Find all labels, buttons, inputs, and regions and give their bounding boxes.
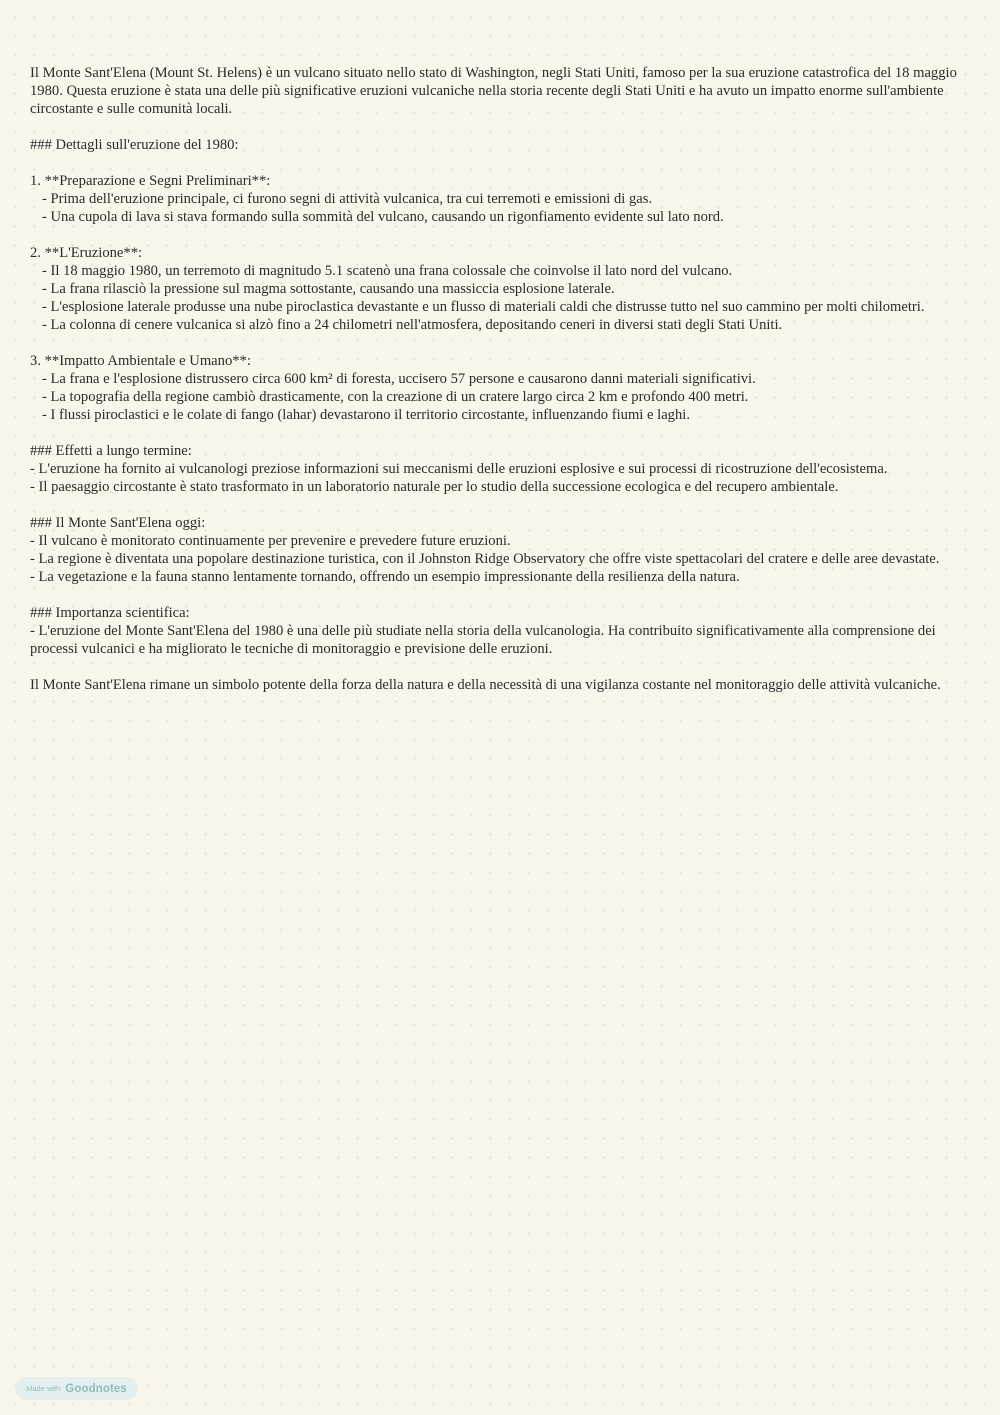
section-heading-dettagli: ### Dettagli sull'eruzione del 1980: <box>30 137 239 153</box>
made-with-label: Made with <box>26 1384 61 1393</box>
spacer <box>30 334 965 352</box>
section-heading-importanza: ### Importanza scientifica: <box>30 605 190 621</box>
bullet-item: - I flussi piroclastici e le colate di fango (lahar) devastarono il territorio circostante, influenzando fiumi e laghi. <box>42 407 690 423</box>
bullet-item: - Prima dell'eruzione principale, ci furono segni di attività vulcanica, tra cui terremoti e emissioni di gas. <box>42 191 653 207</box>
bullet-item: - Una cupola di lava si stava formando sulla sommità del vulcano, causando un rigonfiamento evidente sul lato nord. <box>42 209 724 225</box>
bullet-item: - La regione è diventata una popolare destinazione turistica, con il Johnston Ridge Observatory che offre viste spettacolari del cratere e delle aree devastate. <box>30 551 940 567</box>
goodnotes-logo: Goodnotes <box>65 1382 127 1395</box>
spacer <box>30 496 965 514</box>
section-heading-effetti: ### Effetti a lungo termine: <box>30 443 192 459</box>
intro-paragraph: Il Monte Sant'Elena (Mount St. Helens) è un vulcano situato nello stato di Washington, negli Stati Uniti, famoso per la sua eruzione catastrofica del 18 maggio 1980. Questa eruzione è stata una delle più significative eruzioni vulcaniche nella storia recente degli Stati Uniti e ha avuto un impatto enorme sull'ambiente circostante e sulle comunità locali. <box>30 65 957 117</box>
document-body <box>30 64 965 694</box>
bullet-item: - La frana rilasciò la pressione sul magma sottostante, causando una massiccia esplosione laterale. <box>42 281 615 297</box>
bullet-item: - Il 18 maggio 1980, un terremoto di magnitudo 5.1 scatenò una frana colossale che coinvolse il lato nord del vulcano. <box>42 263 733 279</box>
conclusion-paragraph: Il Monte Sant'Elena rimane un simbolo potente della forza della natura e della necessità di una vigilanza costante nel monitoraggio delle attività vulcaniche. <box>30 677 941 693</box>
bullet-item: - Il vulcano è monitorato continuamente per prevenire e prevedere future eruzioni. <box>30 533 511 549</box>
spacer <box>30 658 965 676</box>
bullet-item: - La vegetazione e la fauna stanno lentamente tornando, offrendo un esempio impressionante della resilienza della natura. <box>30 569 740 585</box>
bullet-item: - Il paesaggio circostante è stato trasformato in un laboratorio naturale per lo studio della successione ecologica e del recupero ambientale. <box>30 479 839 495</box>
section-heading-oggi: ### Il Monte Sant'Elena oggi: <box>30 515 206 531</box>
bullet-item: - La colonna di cenere vulcanica si alzò fino a 24 chilometri nell'atmosfera, depositando ceneri in diversi stati degli Stati Uniti. <box>42 317 783 333</box>
list-item-title-preparazione: 1. **Preparazione e Segni Preliminari**: <box>30 173 271 189</box>
spacer <box>30 226 965 244</box>
list-item-title-eruzione: 2. **L'Eruzione**: <box>30 245 143 261</box>
bullet-item: - L'esplosione laterale produsse una nube piroclastica devastante e un flusso di materiali caldi che distrusse tutto nel suo cammino per molti chilometri. <box>42 299 925 315</box>
bullet-item: - La frana e l'esplosione distrussero circa 600 km² di foresta, uccisero 57 persone e causarono danni materiali significativi. <box>42 371 756 387</box>
goodnotes-badge[interactable] <box>15 1377 138 1400</box>
list-item-title-impatto: 3. **Impatto Ambientale e Umano**: <box>30 353 251 369</box>
spacer <box>30 154 965 172</box>
bullet-item: - La topografia della regione cambiò drasticamente, con la creazione di un cratere largo circa 2 km e profondo 400 metri. <box>42 389 749 405</box>
spacer <box>30 424 965 442</box>
spacer <box>30 118 965 136</box>
bullet-item: - L'eruzione del Monte Sant'Elena del 1980 è una delle più studiate nella storia della vulcanologia. Ha contribuito significativamente alla comprensione dei processi vulcanici e ha migliorato le tecniche di monitoraggio e previsione delle eruzioni. <box>30 623 936 657</box>
bullet-item: - L'eruzione ha fornito ai vulcanologi preziose informazioni sui meccanismi delle eruzioni esplosive e sui processi di ricostruzione dell'ecosistema. <box>30 461 888 477</box>
spacer <box>30 586 965 604</box>
